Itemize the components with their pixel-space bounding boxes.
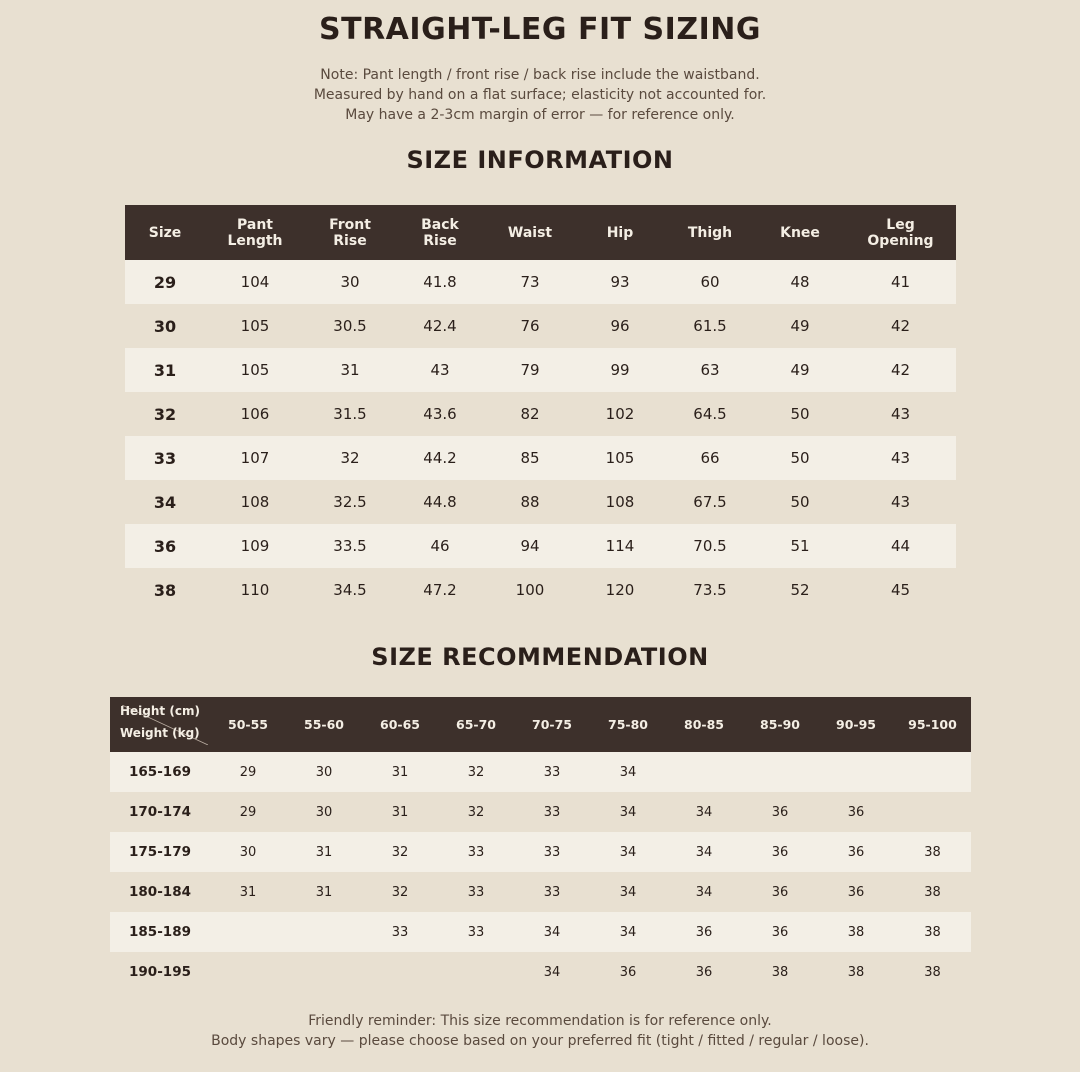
table-row xyxy=(125,480,956,524)
table-row xyxy=(110,952,971,992)
recommended-size-cell: 34 xyxy=(666,832,742,872)
recommended-size-cell: 31 xyxy=(210,872,286,912)
weight-range-header: 95-100 xyxy=(894,697,971,752)
size-cell: 34 xyxy=(125,480,205,524)
column-header xyxy=(845,205,956,260)
column-header xyxy=(665,205,755,260)
measurement-cell: 47.2 xyxy=(395,568,485,612)
recommended-size-cell: 34 xyxy=(590,872,666,912)
recommended-size-cell xyxy=(286,952,362,992)
recommended-size-cell: 36 xyxy=(818,832,894,872)
measurement-cell: 43 xyxy=(845,480,956,524)
recommended-size-cell: 38 xyxy=(894,832,971,872)
measurement-cell: 46 xyxy=(395,524,485,568)
size-cell: 29 xyxy=(125,260,205,304)
recommended-size-cell xyxy=(286,912,362,952)
size-cell: 31 xyxy=(125,348,205,392)
column-header-line: Pant xyxy=(237,216,273,233)
recommended-size-cell: 38 xyxy=(818,952,894,992)
measurement-cell: 49 xyxy=(755,348,845,392)
measurement-cell: 43 xyxy=(845,392,956,436)
weight-axis-label: Weight (kg) xyxy=(120,726,200,740)
measurement-cell: 66 xyxy=(665,436,755,480)
recommended-size-cell: 33 xyxy=(362,912,438,952)
table-row xyxy=(125,524,956,568)
recommended-size-cell: 32 xyxy=(362,832,438,872)
recommended-size-cell: 36 xyxy=(742,792,818,832)
measurement-cell: 73.5 xyxy=(665,568,755,612)
measurement-note xyxy=(0,65,1080,125)
recommended-size-cell: 31 xyxy=(362,792,438,832)
measurement-cell: 51 xyxy=(755,524,845,568)
measurement-cell: 30 xyxy=(305,260,395,304)
recommended-size-cell xyxy=(210,912,286,952)
recommended-size-cell: 33 xyxy=(438,912,514,952)
weight-range-header: 75-80 xyxy=(590,697,666,752)
measurement-cell: 85 xyxy=(485,436,575,480)
recommended-size-cell: 36 xyxy=(666,912,742,952)
column-header-line: Back xyxy=(421,216,459,233)
measurement-cell: 43 xyxy=(845,436,956,480)
measurement-cell: 82 xyxy=(485,392,575,436)
measurement-cell: 44.2 xyxy=(395,436,485,480)
measurement-cell: 33.5 xyxy=(305,524,395,568)
recommended-size-cell: 36 xyxy=(742,872,818,912)
size-recommendation-table xyxy=(110,697,971,992)
column-header xyxy=(205,205,305,260)
measurement-cell: 50 xyxy=(755,436,845,480)
measurement-cell: 76 xyxy=(485,304,575,348)
footer-line: Body shapes vary — please choose based on your preferred fit (tight / fitted / regular / loose). xyxy=(211,1033,869,1049)
measurement-cell: 105 xyxy=(575,436,665,480)
recommended-size-cell: 32 xyxy=(362,872,438,912)
measurement-cell: 48 xyxy=(755,260,845,304)
measurement-cell: 104 xyxy=(205,260,305,304)
column-header-line: Size xyxy=(148,224,182,241)
size-recommendation-title: SIZE RECOMMENDATION xyxy=(371,643,709,671)
recommended-size-cell: 36 xyxy=(818,792,894,832)
recommended-size-cell: 36 xyxy=(742,912,818,952)
table-row xyxy=(125,348,956,392)
recommended-size-cell: 30 xyxy=(286,792,362,832)
column-header-line: Knee xyxy=(780,224,820,241)
measurement-cell: 50 xyxy=(755,392,845,436)
weight-range-header: 70-75 xyxy=(514,697,590,752)
table-header-row xyxy=(125,205,956,260)
measurement-cell: 70.5 xyxy=(665,524,755,568)
measurement-cell: 32 xyxy=(305,436,395,480)
recommended-size-cell: 33 xyxy=(514,792,590,832)
column-header-line: Hip xyxy=(606,224,634,241)
column-header xyxy=(305,205,395,260)
note-line: Note: Pant length / front rise / back rise include the waistband. xyxy=(320,67,760,83)
measurement-cell: 42 xyxy=(845,304,956,348)
table-row xyxy=(125,392,956,436)
height-range-cell: 180-184 xyxy=(110,872,210,912)
measurement-cell: 52 xyxy=(755,568,845,612)
recommended-size-cell: 34 xyxy=(666,792,742,832)
column-header xyxy=(395,205,485,260)
weight-range-header: 85-90 xyxy=(742,697,818,752)
recommended-size-cell: 33 xyxy=(438,872,514,912)
recommended-size-cell: 33 xyxy=(438,832,514,872)
weight-range-header: 55-60 xyxy=(286,697,362,752)
note-line: Measured by hand on a flat surface; elasticity not accounted for. xyxy=(313,87,767,103)
size-cell: 32 xyxy=(125,392,205,436)
measurement-cell: 43.6 xyxy=(395,392,485,436)
measurement-cell: 120 xyxy=(575,568,665,612)
measurement-cell: 105 xyxy=(205,348,305,392)
recommended-size-cell: 34 xyxy=(590,912,666,952)
column-header-line: Leg xyxy=(886,216,915,233)
recommended-size-cell: 33 xyxy=(514,752,590,792)
weight-range-header: 60-65 xyxy=(362,697,438,752)
size-information-title: SIZE INFORMATION xyxy=(406,146,674,174)
measurement-cell: 63 xyxy=(665,348,755,392)
table-row xyxy=(110,832,971,872)
page-title: STRAIGHT-LEG FIT SIZING xyxy=(319,12,761,47)
size-information-table xyxy=(125,205,956,612)
recommended-size-cell: 36 xyxy=(818,872,894,912)
measurement-cell: 44.8 xyxy=(395,480,485,524)
measurement-cell: 114 xyxy=(575,524,665,568)
recommended-size-cell xyxy=(362,952,438,992)
corner-header xyxy=(110,697,210,752)
measurement-cell: 93 xyxy=(575,260,665,304)
recommended-size-cell: 34 xyxy=(666,872,742,912)
weight-range-header: 50-55 xyxy=(210,697,286,752)
height-range-cell: 175-179 xyxy=(110,832,210,872)
measurement-cell: 73 xyxy=(485,260,575,304)
recommended-size-cell: 34 xyxy=(590,792,666,832)
recommended-size-cell xyxy=(894,752,971,792)
recommended-size-cell: 32 xyxy=(438,792,514,832)
recommended-size-cell: 36 xyxy=(742,832,818,872)
height-axis-label: Height (cm) xyxy=(120,704,200,718)
measurement-cell: 41.8 xyxy=(395,260,485,304)
table-row xyxy=(125,436,956,480)
measurement-cell: 32.5 xyxy=(305,480,395,524)
recommended-size-cell: 29 xyxy=(210,792,286,832)
recommended-size-cell: 33 xyxy=(514,872,590,912)
column-header-line: Length xyxy=(227,232,283,249)
size-cell: 36 xyxy=(125,524,205,568)
measurement-cell: 99 xyxy=(575,348,665,392)
recommended-size-cell: 38 xyxy=(894,872,971,912)
measurement-cell: 110 xyxy=(205,568,305,612)
recommended-size-cell xyxy=(666,752,742,792)
recommended-size-cell: 34 xyxy=(590,832,666,872)
table-row xyxy=(110,792,971,832)
recommended-size-cell: 30 xyxy=(286,752,362,792)
measurement-cell: 60 xyxy=(665,260,755,304)
column-header-line: Rise xyxy=(423,232,457,249)
column-header xyxy=(755,205,845,260)
recommended-size-cell xyxy=(894,792,971,832)
measurement-cell: 31.5 xyxy=(305,392,395,436)
recommended-size-cell: 36 xyxy=(590,952,666,992)
column-header-line: Rise xyxy=(333,232,367,249)
measurement-cell: 61.5 xyxy=(665,304,755,348)
recommended-size-cell: 38 xyxy=(742,952,818,992)
recommended-size-cell: 33 xyxy=(514,832,590,872)
height-range-cell: 170-174 xyxy=(110,792,210,832)
measurement-cell: 31 xyxy=(305,348,395,392)
measurement-cell: 30.5 xyxy=(305,304,395,348)
measurement-cell: 107 xyxy=(205,436,305,480)
measurement-cell: 96 xyxy=(575,304,665,348)
size-cell: 38 xyxy=(125,568,205,612)
recommended-size-cell: 38 xyxy=(818,912,894,952)
footer-reminder xyxy=(0,1011,1080,1051)
measurement-cell: 108 xyxy=(205,480,305,524)
measurement-cell: 108 xyxy=(575,480,665,524)
height-range-cell: 190-195 xyxy=(110,952,210,992)
recommended-size-cell: 34 xyxy=(514,912,590,952)
size-cell: 33 xyxy=(125,436,205,480)
height-range-cell: 185-189 xyxy=(110,912,210,952)
recommended-size-cell xyxy=(818,752,894,792)
table-row xyxy=(125,260,956,304)
column-header-line: Front xyxy=(329,216,371,233)
size-cell: 30 xyxy=(125,304,205,348)
column-header-line: Waist xyxy=(507,224,553,241)
recommended-size-cell: 31 xyxy=(286,872,362,912)
recommended-size-cell: 31 xyxy=(286,832,362,872)
recommended-size-cell: 34 xyxy=(514,952,590,992)
weight-range-header: 65-70 xyxy=(438,697,514,752)
recommended-size-cell: 36 xyxy=(666,952,742,992)
measurement-cell: 64.5 xyxy=(665,392,755,436)
note-line: May have a 2-3cm margin of error — for reference only. xyxy=(345,107,735,123)
height-range-cell: 165-169 xyxy=(110,752,210,792)
column-header xyxy=(485,205,575,260)
measurement-cell: 50 xyxy=(755,480,845,524)
measurement-cell: 105 xyxy=(205,304,305,348)
table-row xyxy=(125,568,956,612)
column-header-line: Opening xyxy=(867,232,934,249)
recommended-size-cell: 31 xyxy=(362,752,438,792)
table-row xyxy=(110,752,971,792)
measurement-cell: 43 xyxy=(395,348,485,392)
recommended-size-cell: 38 xyxy=(894,952,971,992)
recommended-size-cell: 29 xyxy=(210,752,286,792)
measurement-cell: 109 xyxy=(205,524,305,568)
recommended-size-cell xyxy=(438,952,514,992)
recommended-size-cell: 30 xyxy=(210,832,286,872)
measurement-cell: 34.5 xyxy=(305,568,395,612)
measurement-cell: 88 xyxy=(485,480,575,524)
column-header xyxy=(575,205,665,260)
recommended-size-cell xyxy=(742,752,818,792)
weight-range-header: 80-85 xyxy=(666,697,742,752)
recommended-size-cell: 32 xyxy=(438,752,514,792)
measurement-cell: 44 xyxy=(845,524,956,568)
measurement-cell: 106 xyxy=(205,392,305,436)
footer-line: Friendly reminder: This size recommendation is for reference only. xyxy=(308,1013,772,1029)
measurement-cell: 49 xyxy=(755,304,845,348)
measurement-cell: 45 xyxy=(845,568,956,612)
table-row xyxy=(110,872,971,912)
measurement-cell: 42.4 xyxy=(395,304,485,348)
table-row xyxy=(110,912,971,952)
measurement-cell: 79 xyxy=(485,348,575,392)
recommended-size-cell: 38 xyxy=(894,912,971,952)
recommended-size-cell: 34 xyxy=(590,752,666,792)
table-header-row xyxy=(110,697,971,752)
measurement-cell: 100 xyxy=(485,568,575,612)
weight-range-header: 90-95 xyxy=(818,697,894,752)
measurement-cell: 42 xyxy=(845,348,956,392)
column-header-line: Thigh xyxy=(687,224,733,241)
column-header xyxy=(125,205,205,260)
measurement-cell: 41 xyxy=(845,260,956,304)
recommended-size-cell xyxy=(210,952,286,992)
measurement-cell: 102 xyxy=(575,392,665,436)
table-row xyxy=(125,304,956,348)
measurement-cell: 67.5 xyxy=(665,480,755,524)
measurement-cell: 94 xyxy=(485,524,575,568)
